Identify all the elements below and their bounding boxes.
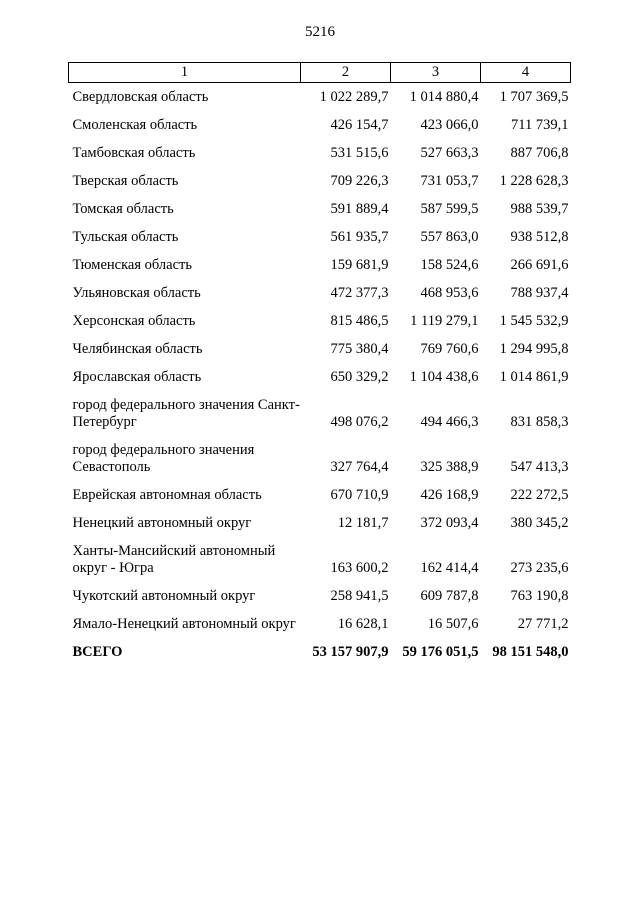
value-col-4: 1 294 995,8 bbox=[499, 341, 569, 357]
total-value-col-3: 59 176 051,5 bbox=[402, 644, 479, 660]
value-col-3: 527 663,3 bbox=[420, 145, 479, 161]
value-col-4: 547 413,3 bbox=[510, 459, 569, 475]
value-col-2: 1 022 289,7 bbox=[319, 89, 389, 105]
value-col-2: 650 329,2 bbox=[330, 369, 389, 385]
total-value-col-2: 53 157 907,9 bbox=[312, 644, 389, 660]
value-col-3: 426 168,9 bbox=[420, 487, 479, 503]
region-name: Ханты-Мансийский автономный округ - Югра bbox=[72, 543, 276, 576]
spacer-cell bbox=[69, 190, 571, 201]
value-col-4: 831 858,3 bbox=[510, 414, 569, 430]
table-row bbox=[69, 117, 571, 134]
total-label: ВСЕГО bbox=[72, 644, 123, 660]
value-col-3: 494 466,3 bbox=[420, 414, 479, 430]
row-spacer bbox=[69, 190, 571, 201]
row-spacer bbox=[69, 431, 571, 442]
total-row bbox=[69, 644, 571, 661]
spacer-cell bbox=[69, 162, 571, 173]
table-row bbox=[69, 616, 571, 633]
spacer-cell bbox=[69, 358, 571, 369]
value-col-3: 162 414,4 bbox=[420, 560, 479, 576]
value-col-2: 775 380,4 bbox=[330, 341, 389, 357]
row-spacer bbox=[69, 476, 571, 487]
table-row bbox=[69, 397, 571, 431]
value-col-3: 158 524,6 bbox=[420, 257, 479, 273]
spacer-cell bbox=[69, 246, 571, 257]
value-col-3: 372 093,4 bbox=[420, 515, 479, 531]
value-col-3: 1 104 438,6 bbox=[409, 369, 479, 385]
table-row bbox=[69, 145, 571, 162]
region-name: Тюменская область bbox=[72, 257, 192, 273]
spacer-cell bbox=[69, 274, 571, 285]
value-col-3: 731 053,7 bbox=[420, 173, 479, 189]
value-col-4: 763 190,8 bbox=[510, 588, 569, 604]
value-col-2: 16 628,1 bbox=[337, 616, 389, 632]
spacer-cell bbox=[69, 106, 571, 117]
value-col-3: 325 388,9 bbox=[420, 459, 479, 475]
value-col-2: 670 710,9 bbox=[330, 487, 389, 503]
row-spacer bbox=[69, 162, 571, 173]
spacer-cell bbox=[69, 532, 571, 543]
row-spacer bbox=[69, 386, 571, 397]
column-header-2: 2 bbox=[301, 63, 391, 83]
row-spacer bbox=[69, 274, 571, 285]
value-col-3: 1 119 279,1 bbox=[410, 313, 479, 329]
value-col-4: 887 706,8 bbox=[510, 145, 569, 161]
value-col-3: 587 599,5 bbox=[420, 201, 479, 217]
row-spacer bbox=[69, 246, 571, 257]
table-row bbox=[69, 313, 571, 330]
table-row bbox=[69, 173, 571, 190]
table-row bbox=[69, 487, 571, 504]
row-spacer bbox=[69, 577, 571, 588]
spacer-cell bbox=[69, 431, 571, 442]
spacer-cell bbox=[69, 476, 571, 487]
row-spacer bbox=[69, 134, 571, 145]
value-col-2: 258 941,5 bbox=[330, 588, 389, 604]
value-col-2: 561 935,7 bbox=[330, 229, 389, 245]
spacer-cell bbox=[69, 504, 571, 515]
table-row bbox=[69, 89, 571, 106]
region-name: Ярославская область bbox=[72, 369, 202, 385]
table-row bbox=[69, 442, 571, 476]
column-header-3: 3 bbox=[391, 63, 481, 83]
region-name: Ульяновская область bbox=[72, 285, 201, 301]
spacer-cell bbox=[69, 218, 571, 229]
value-col-2: 12 181,7 bbox=[337, 515, 389, 531]
total-value-col-4: 98 151 548,0 bbox=[492, 644, 569, 660]
region-name: Тульская область bbox=[72, 229, 179, 245]
value-col-4: 273 235,6 bbox=[510, 560, 569, 576]
value-col-3: 468 953,6 bbox=[420, 285, 479, 301]
row-spacer bbox=[69, 532, 571, 543]
row-spacer bbox=[69, 218, 571, 229]
row-spacer bbox=[69, 106, 571, 117]
table-row bbox=[69, 201, 571, 218]
table-row bbox=[69, 543, 571, 577]
row-spacer bbox=[69, 605, 571, 616]
value-col-4: 711 739,1 bbox=[511, 117, 569, 133]
region-name: Томская область bbox=[72, 201, 174, 217]
row-spacer bbox=[69, 358, 571, 369]
row-spacer bbox=[69, 504, 571, 515]
value-col-4: 380 345,2 bbox=[510, 515, 569, 531]
budget-table bbox=[68, 62, 571, 661]
spacer-cell bbox=[69, 330, 571, 341]
page-number: 5216 bbox=[305, 24, 335, 40]
spacer-cell bbox=[69, 577, 571, 588]
row-spacer bbox=[69, 633, 571, 644]
value-col-4: 1 228 628,3 bbox=[499, 173, 569, 189]
spacer-cell bbox=[69, 633, 571, 644]
value-col-2: 472 377,3 bbox=[330, 285, 389, 301]
column-header-4: 4 bbox=[481, 63, 571, 83]
value-col-4: 222 272,5 bbox=[510, 487, 569, 503]
spacer-cell bbox=[69, 605, 571, 616]
value-col-2: 159 681,9 bbox=[330, 257, 389, 273]
region-name: Челябинская область bbox=[72, 341, 203, 357]
region-name: Смоленская область bbox=[72, 117, 198, 133]
spacer-cell bbox=[69, 134, 571, 145]
region-name: город федерального значения Севастополь bbox=[72, 442, 255, 475]
value-col-4: 988 539,7 bbox=[510, 201, 569, 217]
value-col-4: 1 014 861,9 bbox=[499, 369, 569, 385]
value-col-2: 815 486,5 bbox=[330, 313, 389, 329]
value-col-4: 27 771,2 bbox=[517, 616, 569, 632]
region-name: Ямало-Ненецкий автономный округ bbox=[72, 616, 296, 632]
table-body bbox=[69, 83, 571, 662]
value-col-2: 709 226,3 bbox=[330, 173, 389, 189]
table-row bbox=[69, 229, 571, 246]
table-row bbox=[69, 515, 571, 532]
region-name: Свердловская область bbox=[72, 89, 209, 105]
value-col-3: 557 863,0 bbox=[420, 229, 479, 245]
column-header-1: 1 bbox=[69, 63, 301, 83]
value-col-4: 788 937,4 bbox=[510, 285, 569, 301]
value-col-2: 163 600,2 bbox=[330, 560, 389, 576]
value-col-2: 498 076,2 bbox=[330, 414, 389, 430]
table-row bbox=[69, 341, 571, 358]
spacer-cell bbox=[69, 386, 571, 397]
value-col-2: 531 515,6 bbox=[330, 145, 389, 161]
region-name: Еврейская автономная область bbox=[72, 487, 262, 503]
value-col-3: 16 507,6 bbox=[427, 616, 479, 632]
spacer-cell bbox=[69, 302, 571, 313]
value-col-3: 609 787,8 bbox=[420, 588, 479, 604]
value-col-3: 769 760,6 bbox=[420, 341, 479, 357]
region-name: Херсонская область bbox=[72, 313, 196, 329]
value-col-4: 938 512,8 bbox=[510, 229, 569, 245]
value-col-3: 423 066,0 bbox=[420, 117, 479, 133]
table-header-row bbox=[69, 63, 571, 83]
value-col-4: 1 707 369,5 bbox=[499, 89, 569, 105]
value-col-4: 266 691,6 bbox=[510, 257, 569, 273]
value-col-2: 591 889,4 bbox=[330, 201, 389, 217]
table-row bbox=[69, 257, 571, 274]
region-name: Ненецкий автономный округ bbox=[72, 515, 252, 531]
value-col-2: 426 154,7 bbox=[330, 117, 389, 133]
value-col-3: 1 014 880,4 bbox=[409, 89, 479, 105]
row-spacer bbox=[69, 330, 571, 341]
region-name: город федерального значения Санкт-Петербург bbox=[72, 397, 300, 430]
table-row bbox=[69, 369, 571, 386]
region-name: Чукотский автономный округ bbox=[72, 588, 256, 604]
row-spacer bbox=[69, 302, 571, 313]
value-col-2: 327 764,4 bbox=[330, 459, 389, 475]
table-row bbox=[69, 588, 571, 605]
region-name: Тверская область bbox=[72, 173, 179, 189]
table-row bbox=[69, 285, 571, 302]
region-name: Тамбовская область bbox=[72, 145, 196, 161]
value-col-4: 1 545 532,9 bbox=[499, 313, 569, 329]
